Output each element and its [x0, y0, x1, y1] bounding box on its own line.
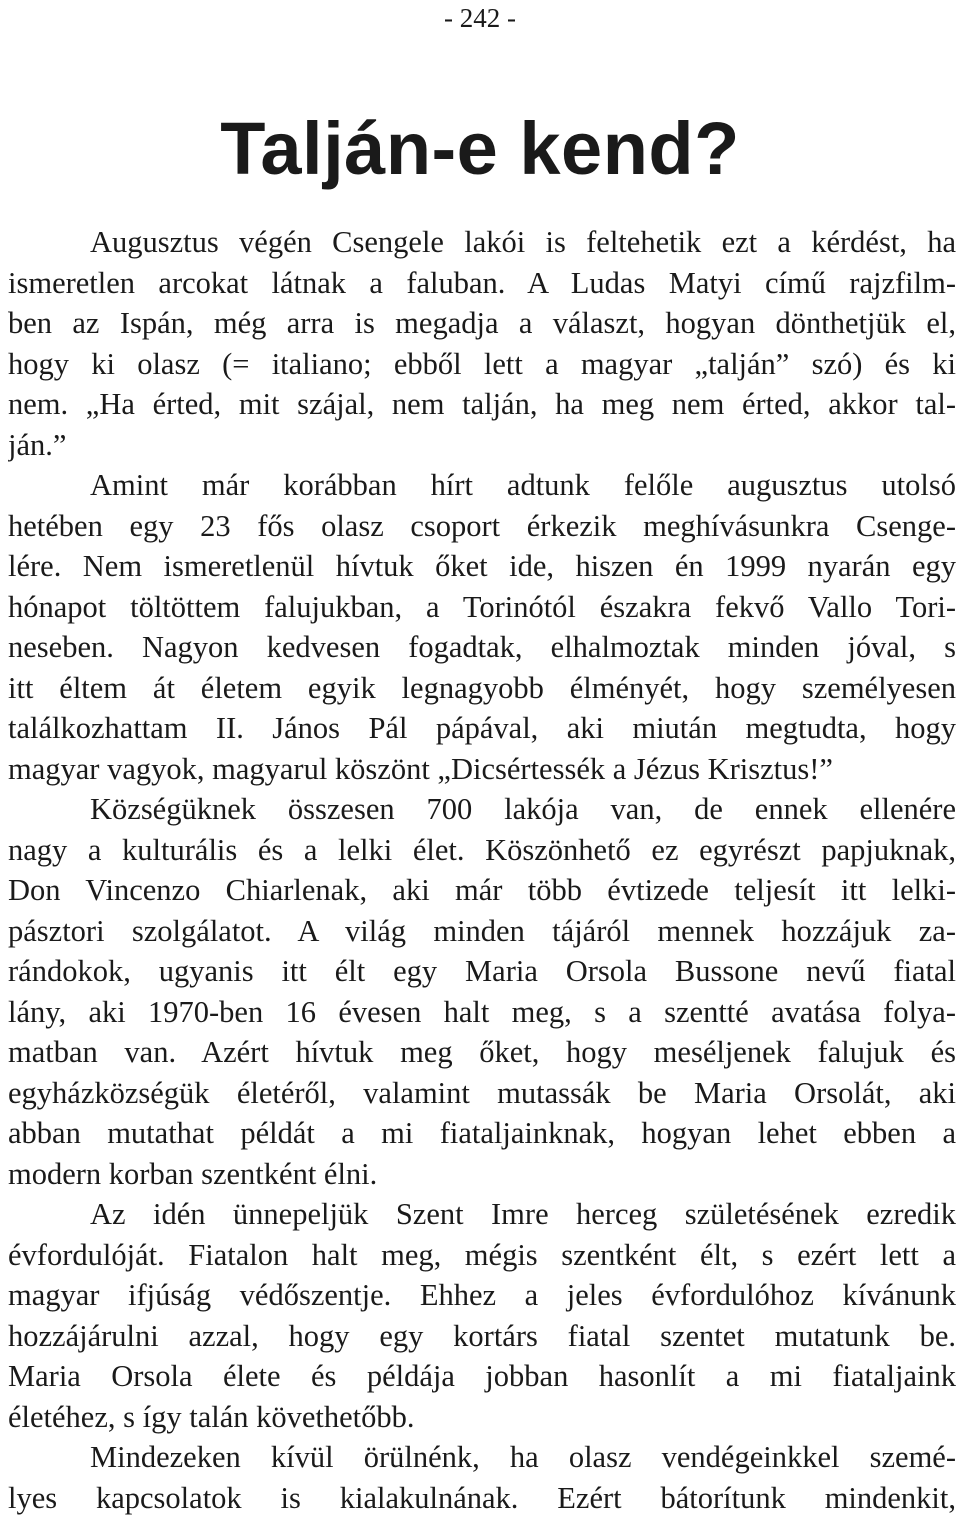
text-line: Amint már korábban hírt adtunk felőle augusztus utolsó	[8, 465, 956, 506]
text-line: ben az Ispán, még arra is megadja a választ, hogyan dönthetjük el,	[8, 303, 956, 344]
text-line: itt éltem át életem egyik legnagyobb élményét, hogy személyesen	[8, 668, 956, 709]
text-line: matban van. Azért hívtuk meg őket, hogy meséljenek falujuk és	[8, 1032, 956, 1073]
text-line: hogy ki olasz (= italiano; ebből lett a magyar „talján” szó) és ki	[8, 344, 956, 385]
paragraph	[8, 465, 956, 789]
paragraph	[8, 1437, 956, 1518]
text-line: nagy a kulturális és a lelki élet. Köszönhető ez egyrészt papjuknak,	[8, 830, 956, 871]
paragraph	[8, 1194, 956, 1437]
text-line: évfordulóját. Fiatalon halt meg, mégis szentként élt, s ezért lett a	[8, 1235, 956, 1276]
article-title: Talján-e kend?	[0, 104, 960, 194]
text-line: nem. „Ha érted, mit szájal, nem talján, ha meg nem érted, akkor tal-	[8, 384, 956, 425]
text-line: rándokok, ugyanis itt élt egy Maria Orsola Bussone nevű fiatal	[8, 951, 956, 992]
text-line: életéhez, s így talán követhetőbb.	[8, 1397, 956, 1438]
text-line: lére. Nem ismeretlenül hívtuk őket ide, hiszen én 1999 nyarán egy	[8, 546, 956, 587]
text-line: Mindezeken kívül örülnénk, ha olasz vendégeinkkel szemé-	[8, 1437, 956, 1478]
text-line: találkozhattam II. János Pál pápával, aki miután megtudta, hogy	[8, 708, 956, 749]
text-line: Augusztus végén Csengele lakói is feltehetik ezt a kérdést, ha	[8, 222, 956, 263]
text-line: Az idén ünnepeljük Szent Imre herceg születésének ezredik	[8, 1194, 956, 1235]
text-line: abban mutathat példát a mi fiataljainknak, hogyan lehet ebben a	[8, 1113, 956, 1154]
text-line: magyar vagyok, magyarul köszönt „Dicsértessék a Jézus Krisztus!”	[8, 749, 956, 790]
page-number: - 242 -	[0, 2, 960, 34]
text-line: hozzájárulni azzal, hogy egy kortárs fiatal szentet mutatunk be.	[8, 1316, 956, 1357]
text-line: magyar ifjúság védőszentje. Ehhez a jeles évfordulóhoz kívánunk	[8, 1275, 956, 1316]
text-line: lyes kapcsolatok is kialakulnának. Ezért bátorítunk mindenkit,	[8, 1478, 956, 1518]
text-line: Maria Orsola élete és példája jobban hasonlít a mi fiataljaink	[8, 1356, 956, 1397]
text-line: Don Vincenzo Chiarlenak, aki már több évtizede teljesít itt lelki-	[8, 870, 956, 911]
text-line: ismeretlen arcokat látnak a faluban. A Ludas Matyi című rajzfilm-	[8, 263, 956, 304]
text-line: hetében egy 23 fős olasz csoport érkezik meghívásunkra Csenge-	[8, 506, 956, 547]
text-line: hónapot töltöttem falujukban, a Torinótól északra fekvő Vallo Tori-	[8, 587, 956, 628]
text-line: pásztori szolgálatot. A világ minden tájáról mennek hozzájuk za-	[8, 911, 956, 952]
paragraph	[8, 789, 956, 1194]
text-line: Községüknek összesen 700 lakója van, de ennek ellenére	[8, 789, 956, 830]
text-line: ján.”	[8, 425, 956, 466]
paragraph	[8, 222, 956, 465]
text-line: modern korban szentként élni.	[8, 1154, 956, 1195]
article-body	[8, 222, 956, 1518]
text-line: egyházközségük életéről, valamint mutassák be Maria Orsolát, aki	[8, 1073, 956, 1114]
text-line: neseben. Nagyon kedvesen fogadtak, elhalmoztak minden jóval, s	[8, 627, 956, 668]
text-line: lány, aki 1970-ben 16 évesen halt meg, s a szentté avatása folya-	[8, 992, 956, 1033]
